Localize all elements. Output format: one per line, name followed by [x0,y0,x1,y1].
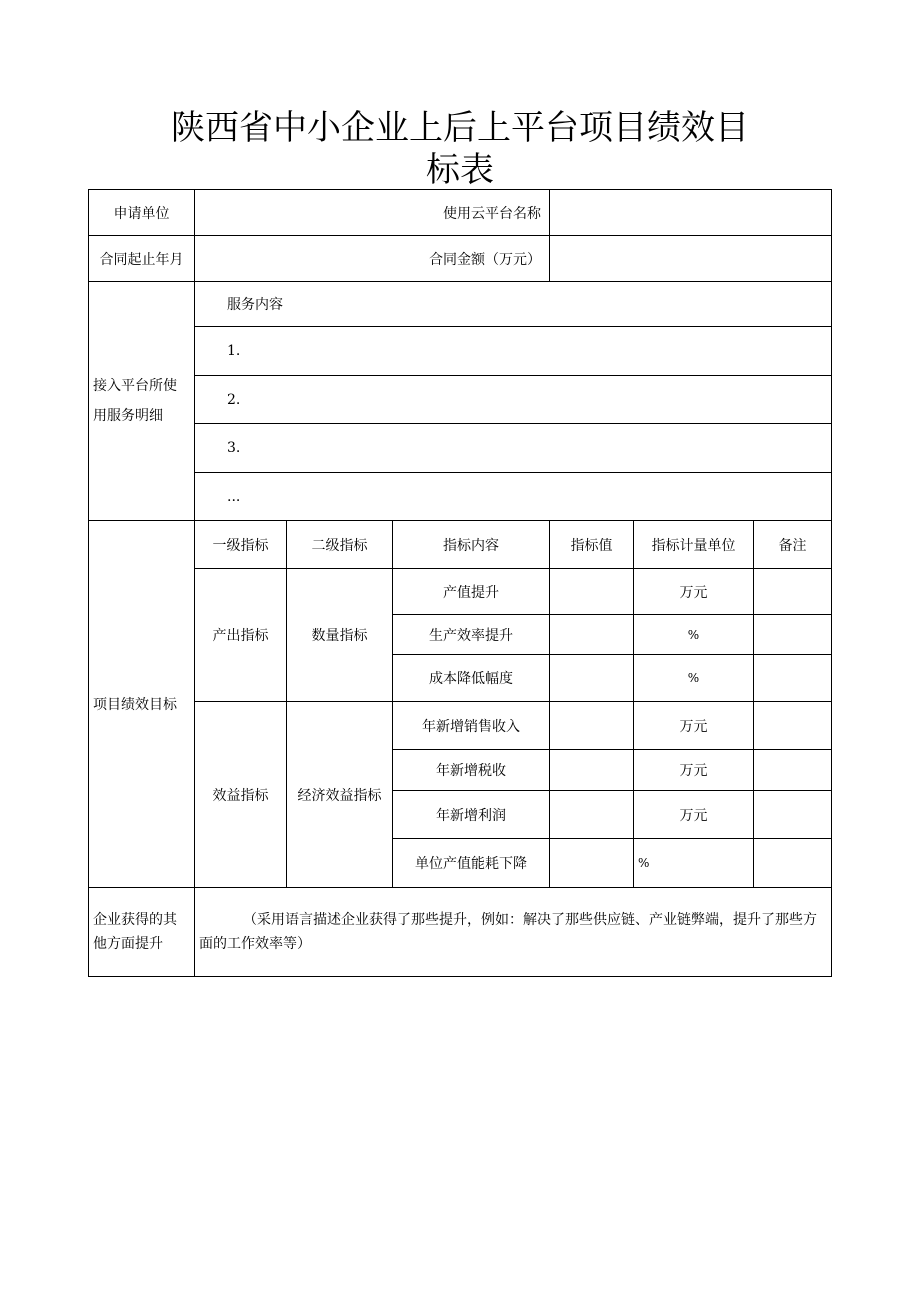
indicator-value-input[interactable] [550,839,634,888]
indicator-note-input[interactable] [754,791,832,839]
indicator-note-input[interactable] [754,750,832,791]
platform-field[interactable] [550,190,832,236]
indicator-value-input[interactable] [550,791,634,839]
indicator-note-input[interactable] [754,569,832,615]
service-item-3[interactable]: 3. [195,424,832,473]
col-level1: 一级指标 [195,521,287,569]
contract-period-field[interactable] [195,236,550,282]
indicator-unit: 万元 [634,791,754,839]
service-item-1[interactable]: 1. [195,327,832,376]
indicator-unit: 万元 [634,569,754,615]
contract-amount-label: 合同金额（万元） [429,251,541,268]
col-content: 指标内容 [393,521,550,569]
performance-goal-form [88,189,832,977]
indicator-content: 生产效率提升 [393,615,550,655]
service-item-2[interactable]: 2. [195,376,832,424]
indicator-unit: % [634,615,754,655]
indicator-note-input[interactable] [754,702,832,750]
col-level2: 二级指标 [287,521,393,569]
indicator-content: 年新增税收 [393,750,550,791]
indicator-note-input[interactable] [754,615,832,655]
contract-amount-field[interactable] [550,236,832,282]
col-note: 备注 [754,521,832,569]
services-header: 服务内容 [195,282,832,327]
services-section-label: 接入平台所使用服务明细 [89,282,195,521]
other-improvements-label: 企业获得的其他方面提升 [89,888,195,977]
indicator-value-input[interactable] [550,750,634,791]
indicator-value-input[interactable] [550,569,634,615]
level1-output: 产出指标 [195,569,287,702]
indicator-note-input[interactable] [754,655,832,702]
applicant-label: 申请单位 [89,190,195,236]
platform-label: 使用云平台名称 [443,205,541,222]
col-value: 指标值 [550,521,634,569]
indicator-unit: % [634,655,754,702]
indicator-content: 年新增利润 [393,791,550,839]
indicator-content: 单位产值能耗下降 [393,839,550,888]
page-title: 陕西省中小企业上后上平台项目绩效目 [171,108,749,148]
level1-benefit: 效益指标 [195,702,287,888]
service-item-more[interactable]: ... [195,473,832,521]
page-title-continued: 标表 [426,150,494,190]
performance-section-label: 项目绩效目标 [89,521,195,888]
indicator-value-input[interactable] [550,615,634,655]
indicator-unit: 万元 [634,750,754,791]
indicator-value-input[interactable] [550,702,634,750]
indicator-note-input[interactable] [754,839,832,888]
indicator-value-input[interactable] [550,655,634,702]
contract-period-label: 合同起止年月 [89,236,195,282]
col-unit: 指标计量单位 [634,521,754,569]
other-improvements-field[interactable]: （采用语言描述企业获得了那些提升，例如：解决了那些供应链、产业链弊端，提升了那些方面的工作效率等） [195,888,832,977]
level2-quantity: 数量指标 [287,569,393,702]
applicant-field[interactable] [195,190,550,236]
indicator-content: 年新增销售收入 [393,702,550,750]
indicator-content: 产值提升 [393,569,550,615]
indicator-unit: % [634,839,754,888]
indicator-content: 成本降低幅度 [393,655,550,702]
indicator-unit: 万元 [634,702,754,750]
level2-economic: 经济效益指标 [287,702,393,888]
